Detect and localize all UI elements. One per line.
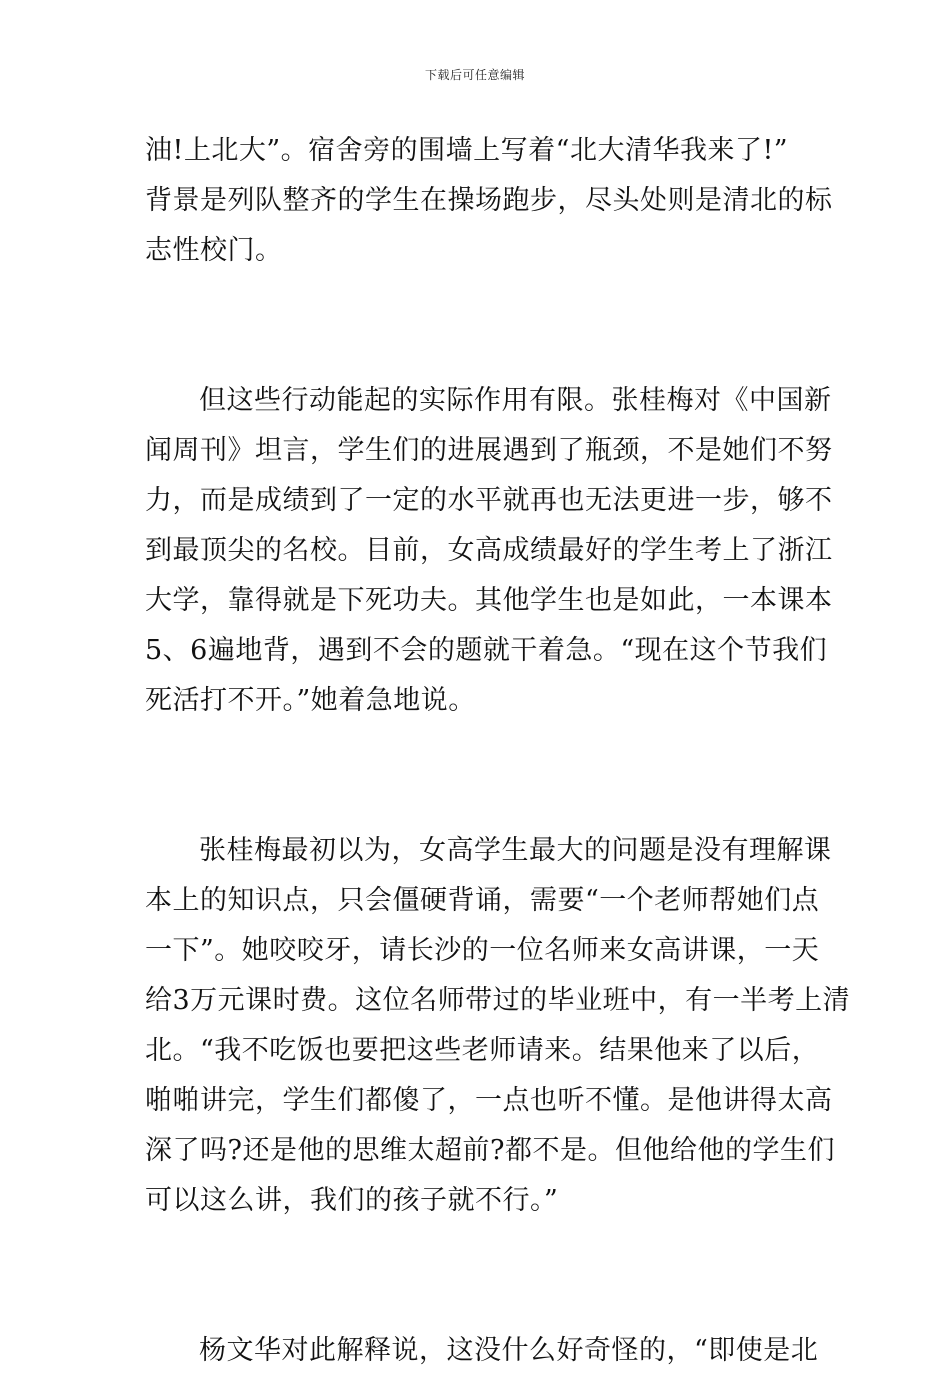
paragraph-1 xyxy=(145,126,833,276)
text-line: 啪啪讲完，学生们都傻了，一点也听不懂。是他讲得太高 xyxy=(145,1085,833,1116)
text-line: 但这些行动能起的实际作用有限。张桂梅对《中国新 xyxy=(199,385,832,416)
text-line: 背景是列队整齐的学生在操场跑步，尽头处则是清北的标 xyxy=(145,185,833,216)
text-line: 志性校门。 xyxy=(145,235,283,266)
text-line: 5、6遍地背，遇到不会的题就干着急。“现在这个节我们 xyxy=(145,635,828,666)
text-line: 闻周刊》坦言，学生们的进展遇到了瓶颈，不是她们不努 xyxy=(145,435,833,466)
text-line: 可以这么讲，我们的孩子就不行。” xyxy=(145,1185,559,1216)
text-line: 给3万元课时费。这位名师带过的毕业班中，有一半考上清 xyxy=(145,985,851,1016)
paragraph-4 xyxy=(145,1326,819,1376)
text-line: 本上的知识点，只会僵硬背诵，需要“一个老师帮她们点 xyxy=(145,885,820,916)
text-line: 大学，靠得就是下死功夫。其他学生也是如此，一本课本 xyxy=(145,585,833,616)
text-line: 张桂梅最初以为，女高学生最大的问题是没有理解课 xyxy=(199,835,832,866)
paragraph-3 xyxy=(145,826,851,1226)
document-body xyxy=(145,126,851,1376)
text-line: 北。“我不吃饭也要把这些老师请来。结果他来了以后， xyxy=(145,1035,820,1066)
paragraph-2 xyxy=(145,376,833,726)
text-line: 力，而是成绩到了一定的水平就再也无法更进一步，够不 xyxy=(145,485,833,516)
paragraph-gap xyxy=(145,726,815,826)
text-line: 一下”。她咬咬牙，请长沙的一位名师来女高讲课，一天 xyxy=(145,935,820,966)
paragraph-gap xyxy=(145,276,815,376)
text-line: 到最顶尖的名校。目前，女高成绩最好的学生考上了浙江 xyxy=(145,535,833,566)
text-line: 油!上北大”。宿舍旁的围墙上写着“北大清华我来了!” xyxy=(145,135,789,166)
page-header: 下载后可任意编辑 xyxy=(424,68,525,82)
text-line: 死活打不开。”她着急地说。 xyxy=(145,685,476,716)
text-line: 深了吗?还是他的思维太超前?都不是。但他给他的学生们 xyxy=(145,1135,835,1166)
text-line: 杨文华对此解释说，这没什么好奇怪的，“即使是北 xyxy=(199,1335,819,1366)
paragraph-gap xyxy=(145,1226,815,1326)
